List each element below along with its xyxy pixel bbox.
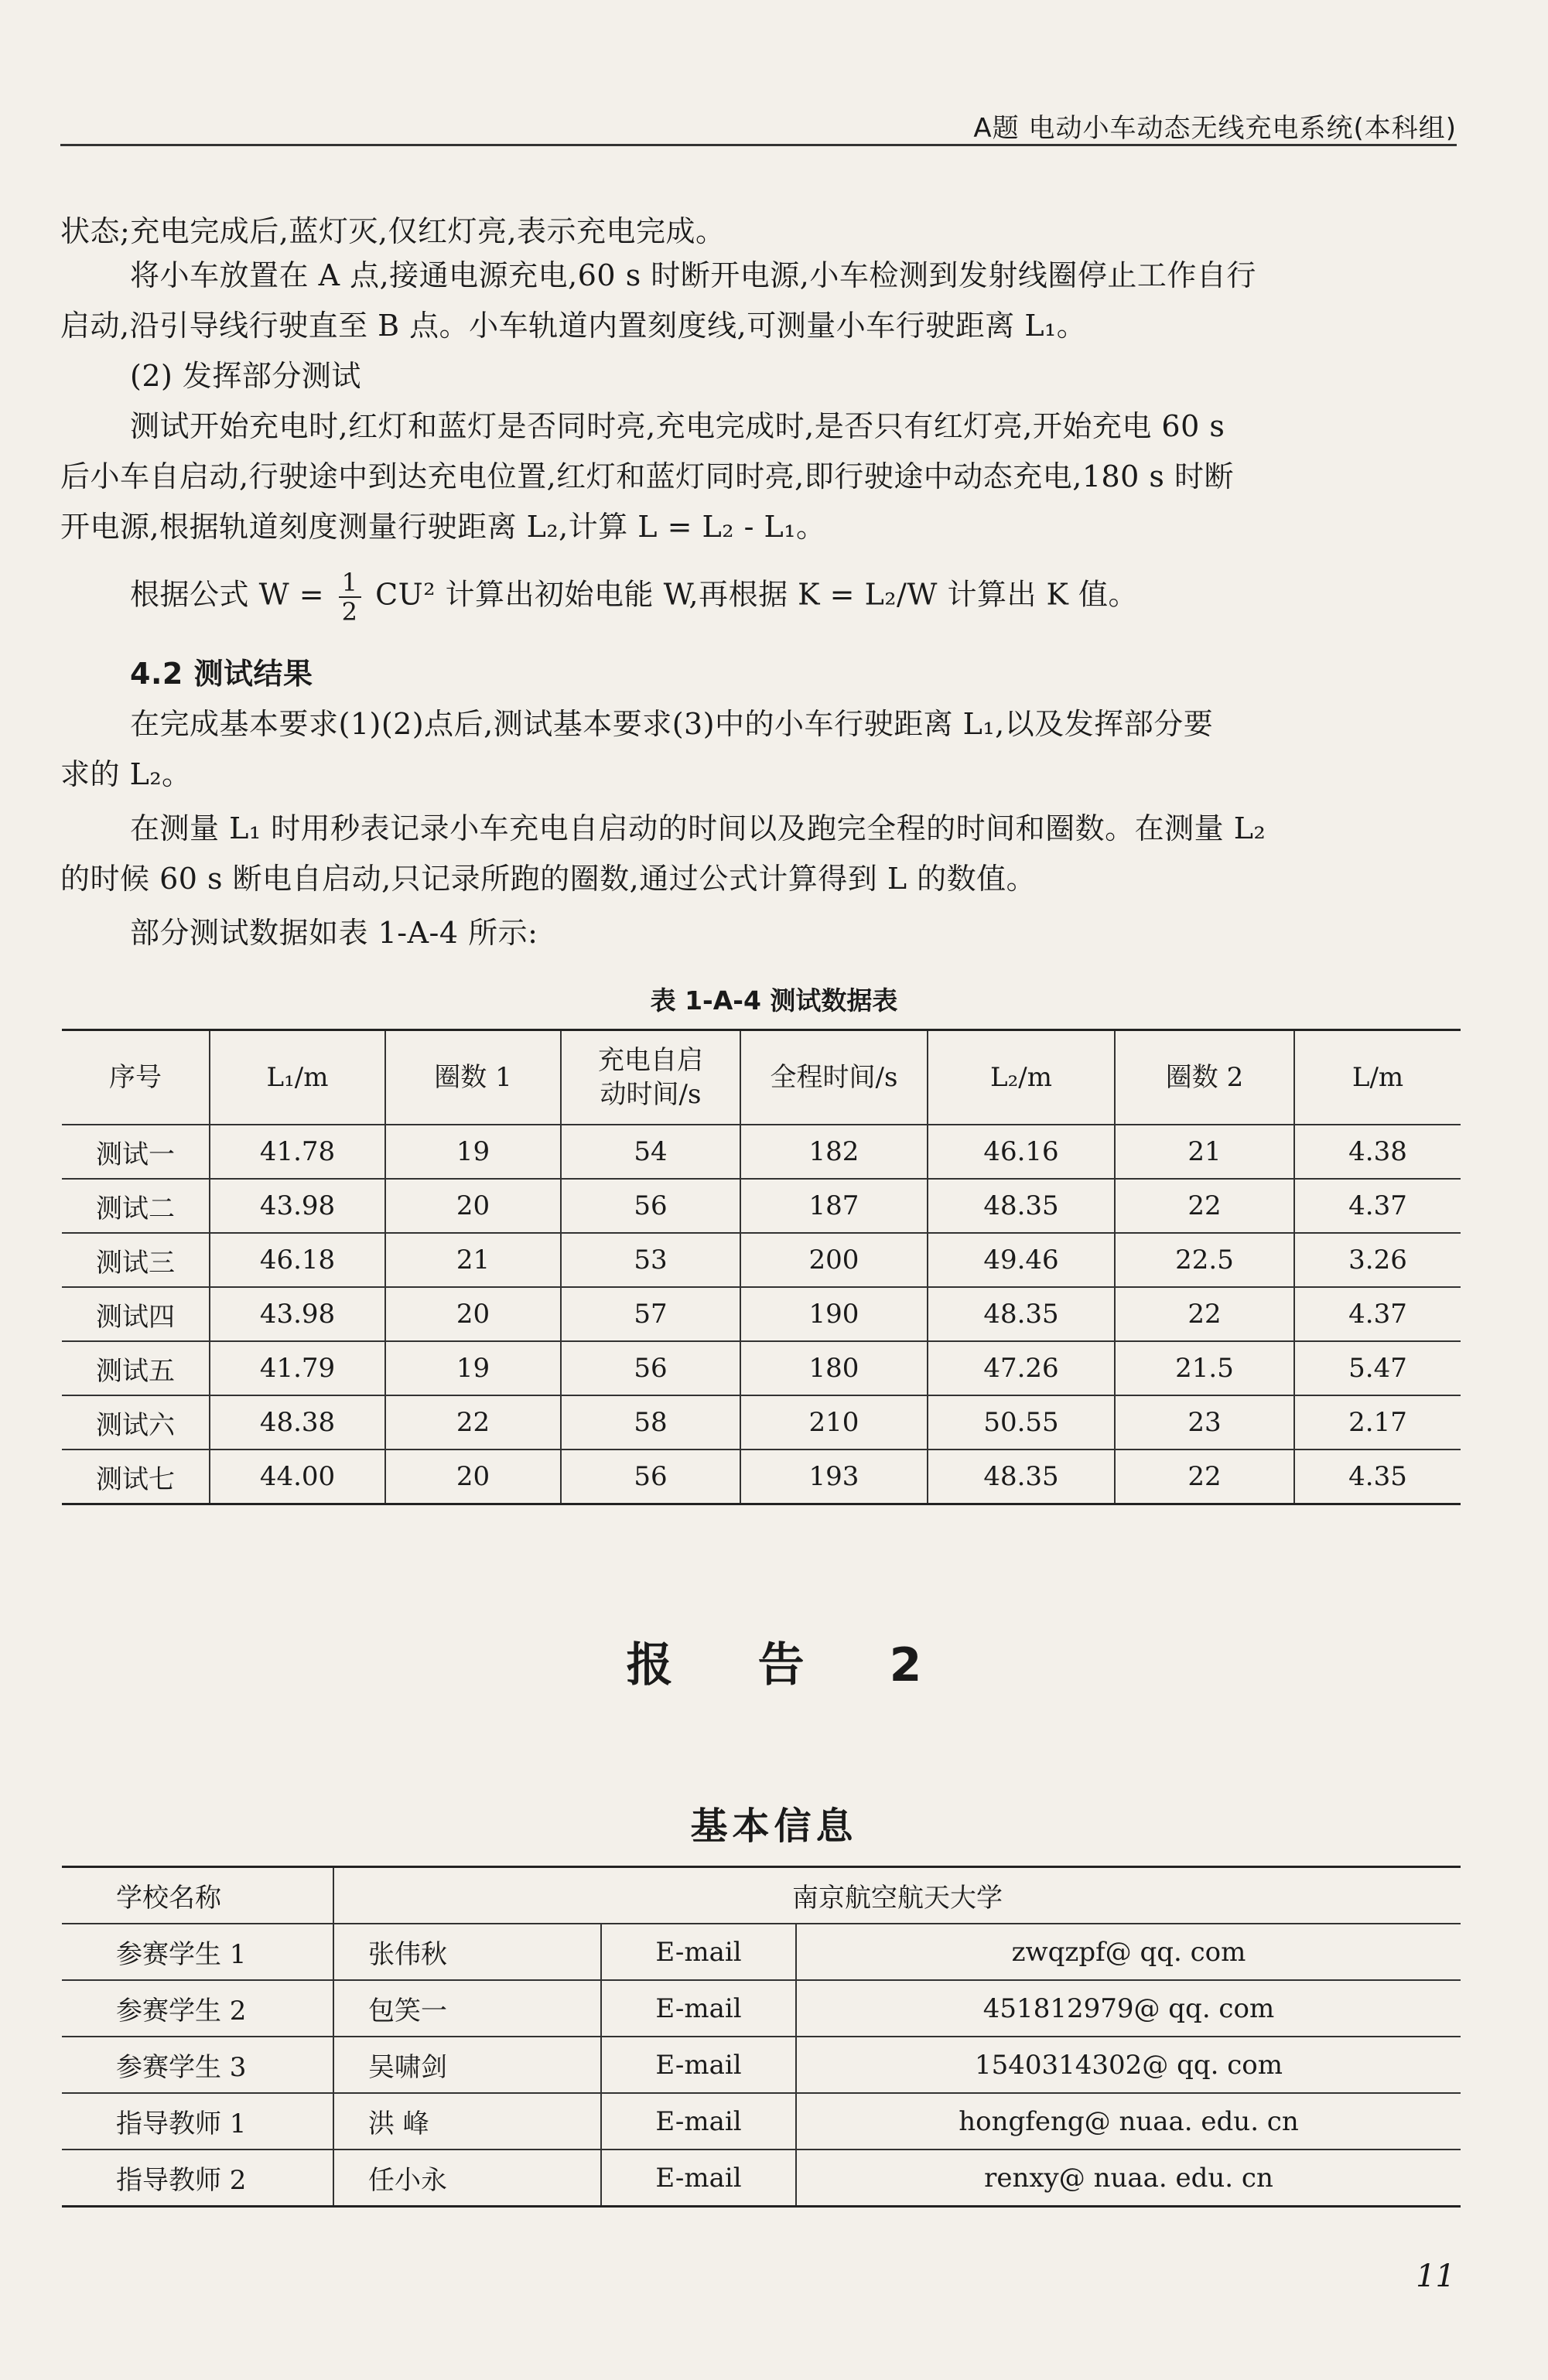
basic-info-table — [62, 1866, 1461, 2208]
row-label-cell: 测试七 — [62, 1450, 210, 1504]
table-cell: 48.35 — [928, 1450, 1115, 1504]
table-cell: 200 — [740, 1233, 928, 1287]
table-cell: 19 — [385, 1341, 561, 1395]
table-cell: 19 — [385, 1125, 561, 1179]
email-value: renxy@ nuaa. edu. cn — [796, 2150, 1461, 2207]
table-cell: 182 — [740, 1125, 928, 1179]
table-cell: 4.35 — [1294, 1450, 1461, 1504]
table-cell: 22 — [1115, 1287, 1294, 1341]
email-label: E-mail — [601, 2037, 796, 2093]
running-header: A题 电动小车动态无线充电系统(本科组) — [973, 113, 1457, 144]
table-cell: 41.79 — [210, 1341, 385, 1395]
table-row — [62, 1341, 1461, 1395]
person-name: 任小永 — [333, 2150, 601, 2207]
person-row — [62, 2037, 1461, 2093]
person-row — [62, 2093, 1461, 2150]
table-cell: 210 — [740, 1395, 928, 1450]
formula-line — [60, 569, 1457, 626]
table-row — [62, 1450, 1461, 1504]
table-cell: 22 — [1115, 1450, 1294, 1504]
formula-suffix: CU² 计算出初始电能 W,再根据 K = L₂/W 计算出 K 值。 — [375, 577, 1139, 612]
table-cell: 57 — [561, 1287, 740, 1341]
table-row — [62, 1233, 1461, 1287]
fraction-denominator: 2 — [341, 597, 358, 627]
fraction — [339, 569, 361, 626]
person-row — [62, 1924, 1461, 1980]
table-cell: 58 — [561, 1395, 740, 1450]
person-role: 指导教师 1 — [62, 2093, 333, 2150]
table-caption: 表 1-A-4 测试数据表 — [650, 985, 898, 1016]
row-label-cell: 测试六 — [62, 1395, 210, 1450]
email-value: 451812979@ qq. com — [796, 1980, 1461, 2037]
email-value: zwqzpf@ qq. com — [796, 1924, 1461, 1980]
page-number: 11 — [1416, 2259, 1455, 2294]
table-header-row — [62, 1030, 1461, 1125]
email-label: E-mail — [601, 1980, 796, 2037]
paragraph-line: 在完成基本要求(1)(2)点后,测试基本要求(3)中的小车行驶距离 L₁,以及发挥部分要 — [130, 707, 1214, 741]
person-row — [62, 1980, 1461, 2037]
email-label: E-mail — [601, 1924, 796, 1980]
table-cell: 41.78 — [210, 1125, 385, 1179]
table-cell: 50.55 — [928, 1395, 1115, 1450]
column-header: 全程时间/s — [740, 1030, 928, 1125]
person-name: 吴啸剑 — [333, 2037, 601, 2093]
table-cell: 20 — [385, 1450, 561, 1504]
person-name: 张伟秋 — [333, 1924, 601, 1980]
table-cell: 48.38 — [210, 1395, 385, 1450]
row-label-cell: 测试四 — [62, 1287, 210, 1341]
school-name: 南京航空航天大学 — [333, 1867, 1461, 1924]
table-cell: 21 — [1115, 1125, 1294, 1179]
formula-prefix: 根据公式 W = — [130, 577, 325, 612]
table-cell: 20 — [385, 1287, 561, 1341]
column-header: 圈数 1 — [385, 1030, 561, 1125]
table-cell: 48.35 — [928, 1179, 1115, 1233]
table-cell: 22.5 — [1115, 1233, 1294, 1287]
person-role: 参赛学生 2 — [62, 1980, 333, 2037]
table-cell: 3.26 — [1294, 1233, 1461, 1287]
row-label-cell: 测试一 — [62, 1125, 210, 1179]
table-cell: 46.18 — [210, 1233, 385, 1287]
basic-info-title: 基本信息 — [690, 1805, 858, 1848]
row-label-cell: 测试五 — [62, 1341, 210, 1395]
header-rule — [60, 144, 1457, 146]
table-cell: 4.37 — [1294, 1179, 1461, 1233]
school-row — [62, 1867, 1461, 1924]
table-cell: 20 — [385, 1179, 561, 1233]
table-cell: 5.47 — [1294, 1341, 1461, 1395]
table-cell: 56 — [561, 1341, 740, 1395]
test-data-table — [62, 1029, 1461, 1505]
table-cell: 180 — [740, 1341, 928, 1395]
column-header: 充电自启 动时间/s — [561, 1030, 740, 1125]
table-row — [62, 1395, 1461, 1450]
person-name: 包笑一 — [333, 1980, 601, 2037]
table-cell: 21.5 — [1115, 1341, 1294, 1395]
table-row — [62, 1125, 1461, 1179]
column-header: 圈数 2 — [1115, 1030, 1294, 1125]
table-cell: 47.26 — [928, 1341, 1115, 1395]
table-row — [62, 1287, 1461, 1341]
table-cell: 49.46 — [928, 1233, 1115, 1287]
table-cell: 23 — [1115, 1395, 1294, 1450]
person-role: 参赛学生 3 — [62, 2037, 333, 2093]
column-header: L₂/m — [928, 1030, 1115, 1125]
fraction-numerator: 1 — [339, 569, 361, 598]
table-cell: 190 — [740, 1287, 928, 1341]
report-title: 报告2 — [626, 1638, 1007, 1692]
table-cell: 44.00 — [210, 1450, 385, 1504]
column-header: L/m — [1294, 1030, 1461, 1125]
table-cell: 187 — [740, 1179, 928, 1233]
paragraph-line: 状态;充电完成后,蓝灯灭,仅红灯亮,表示充电完成。 — [60, 214, 726, 248]
table-cell: 54 — [561, 1125, 740, 1179]
paragraph-line: 求的 L₂。 — [60, 757, 192, 791]
email-label: E-mail — [601, 2093, 796, 2150]
paragraph-line: 启动,沿引导线行驶直至 B 点。小车轨道内置刻度线,可测量小车行驶距离 L₁。 — [60, 309, 1087, 343]
row-label-cell: 测试三 — [62, 1233, 210, 1287]
paragraph-line: 开电源,根据轨道刻度测量行驶距离 L₂,计算 L = L₂ - L₁。 — [60, 510, 826, 544]
table-cell: 46.16 — [928, 1125, 1115, 1179]
paragraph-line: 将小车放置在 A 点,接通电源充电,60 s 时断开电源,小车检测到发射线圈停止工作自行 — [130, 258, 1256, 292]
table-cell: 2.17 — [1294, 1395, 1461, 1450]
row-label-cell: 测试二 — [62, 1179, 210, 1233]
email-label: E-mail — [601, 2150, 796, 2207]
column-header: 序号 — [62, 1030, 210, 1125]
paragraph-line: 测试开始充电时,红灯和蓝灯是否同时亮,充电完成时,是否只有红灯亮,开始充电 60 s — [130, 409, 1225, 443]
table-cell: 22 — [1115, 1179, 1294, 1233]
table-row — [62, 1179, 1461, 1233]
paragraph-line: 的时候 60 s 断电自启动,只记录所跑的圈数,通过公式计算得到 L 的数值。 — [60, 862, 1037, 896]
table-cell: 21 — [385, 1233, 561, 1287]
table-cell: 56 — [561, 1450, 740, 1504]
table-cell: 4.37 — [1294, 1287, 1461, 1341]
person-role: 参赛学生 1 — [62, 1924, 333, 1980]
table-cell: 193 — [740, 1450, 928, 1504]
email-value: hongfeng@ nuaa. edu. cn — [796, 2093, 1461, 2150]
paragraph-line: 后小车自启动,行驶途中到达充电位置,红灯和蓝灯同时亮,即行驶途中动态充电,180 s 时断 — [60, 459, 1235, 493]
table-cell: 48.35 — [928, 1287, 1115, 1341]
table-cell: 43.98 — [210, 1287, 385, 1341]
table-cell: 43.98 — [210, 1179, 385, 1233]
school-label: 学校名称 — [62, 1867, 333, 1924]
subsection-heading: (2) 发挥部分测试 — [130, 359, 361, 393]
table-cell: 22 — [385, 1395, 561, 1450]
table-cell: 56 — [561, 1179, 740, 1233]
table-cell: 4.38 — [1294, 1125, 1461, 1179]
person-role: 指导教师 2 — [62, 2150, 333, 2207]
person-name: 洪 峰 — [333, 2093, 601, 2150]
person-row — [62, 2150, 1461, 2207]
email-value: 1540314302@ qq. com — [796, 2037, 1461, 2093]
section-heading: 4.2 测试结果 — [130, 657, 313, 691]
table-cell: 53 — [561, 1233, 740, 1287]
paragraph-line: 部分测试数据如表 1-A-4 所示: — [130, 916, 538, 950]
paragraph-line: 在测量 L₁ 时用秒表记录小车充电自启动的时间以及跑完全程的时间和圈数。在测量 L₂ — [130, 811, 1266, 845]
column-header: L₁/m — [210, 1030, 385, 1125]
